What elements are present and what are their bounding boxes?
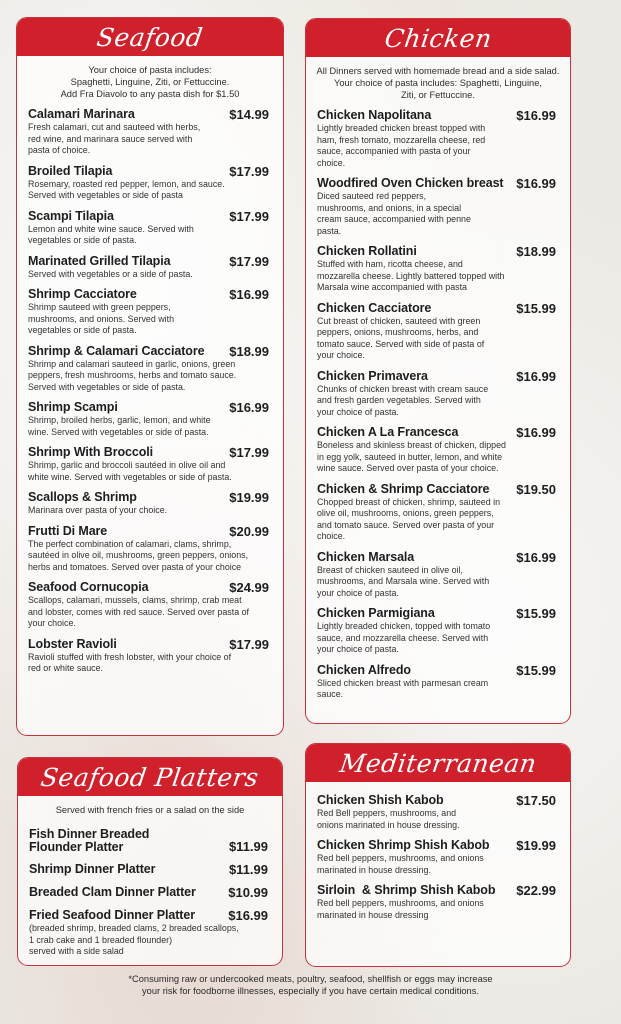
menu-item xyxy=(317,606,556,656)
item-name: Chicken & Shrimp Cacciatore xyxy=(317,481,490,496)
item-description: Red bell peppers, mushrooms, and onions marinated in house dressing xyxy=(317,898,484,920)
item-description xyxy=(29,923,268,958)
item-name: Chicken Cacciatore xyxy=(317,300,432,315)
item-description-line: served with a side salad xyxy=(29,946,124,956)
item-description: Fresh calamari, cut and sauteed with herbs, red wine, and marinara sauce served with pasta of choice. xyxy=(28,122,201,155)
menu-item xyxy=(317,838,556,876)
disclaimer-line: *Consuming raw or undercooked meats, poultry, seafood, shellfish or eggs may increase xyxy=(128,974,493,984)
item-price: $11.99 xyxy=(228,839,268,854)
item-price: $17.50 xyxy=(516,793,556,808)
item-description: Shrimp, broiled herbs, garlic, lemon, and white wine. Served with vegetables or side of pasta. xyxy=(28,415,211,437)
item-name-line: Flounder Platter xyxy=(29,840,124,854)
item-price: $18.99 xyxy=(229,343,269,359)
item-description: Red Bell peppers, mushrooms, and onions marinated in house dressing. xyxy=(317,808,460,830)
item-description-line: 1 crab cake and 1 breaded flounder) xyxy=(29,934,173,945)
menu-item xyxy=(28,637,269,675)
menu-item xyxy=(317,301,556,362)
item-name: Chicken Rollatini xyxy=(317,244,417,258)
menu-item xyxy=(317,176,556,237)
menu-item xyxy=(29,885,268,900)
menu-item xyxy=(28,254,269,281)
chicken-items xyxy=(306,108,570,701)
item-description: Lightly breaded chicken breast topped with ham, fresh tomato, mozzarella cheese, red sauce, accompanied with pasta of your choice. xyxy=(317,123,486,168)
item-name: Woodfired Oven Chicken breast xyxy=(317,176,504,190)
chicken-intro-line: Your choice of pasta includes: Spaghetti, Linguine, xyxy=(334,78,542,88)
menu-item xyxy=(317,482,556,543)
item-name: Chicken Napolitana xyxy=(317,108,432,122)
seafood-platters-header xyxy=(18,758,282,796)
item-price: $18.99 xyxy=(516,244,556,259)
seafood-intro-line: Add Fra Diavolo to any pasta dish for $1.50 xyxy=(60,89,240,99)
item-price: $16.99 xyxy=(516,425,556,440)
item-name: Lobster Ravioli xyxy=(28,636,117,651)
item-name: Shrimp Dinner Platter xyxy=(29,862,156,876)
item-description: Shrimp and calamari sauteed in garlic, onions, green peppers, fresh mushrooms, herbs and tomato sauce. Served with vegetables or side of pasta. xyxy=(28,358,237,392)
menu-item xyxy=(28,287,269,337)
item-price: $16.99 xyxy=(516,549,556,565)
menu-item xyxy=(317,244,556,294)
item-price: $20.99 xyxy=(229,523,269,539)
menu-item xyxy=(28,344,269,394)
menu-item xyxy=(317,550,556,600)
item-name: Chicken Primavera xyxy=(317,368,428,383)
mediterranean-title: Mediterranean xyxy=(337,748,539,778)
mediterranean-section xyxy=(305,743,571,967)
item-description: Diced sauteed red peppers, mushrooms, and onions, in a special cream sauce, accompanied with penne pasta. xyxy=(317,191,471,236)
seafood-intro xyxy=(17,56,283,100)
item-price: $17.99 xyxy=(229,636,269,652)
chicken-intro xyxy=(306,57,570,101)
seafood-platters-section xyxy=(17,757,283,966)
item-description: Boneless and skinless breast of chicken, dipped in egg yolk, sauteed in butter, lemon, and white wine sauce. Served over pasta of your choice. xyxy=(317,440,506,473)
item-price: $15.99 xyxy=(516,300,556,316)
item-price: $24.99 xyxy=(229,580,269,595)
menu-item xyxy=(29,908,268,958)
item-name: Chicken Shish Kabob xyxy=(317,793,444,807)
item-price: $19.50 xyxy=(516,481,556,497)
item-description: Shrimp, garlic and broccoli sautéed in olive oil and white wine. Served with vegetables or side of pasta. xyxy=(28,460,232,482)
chicken-intro-line: Ziti, or Fettuccine. xyxy=(401,90,475,100)
seafood-platters-items xyxy=(18,816,282,958)
item-price: $11.99 xyxy=(228,862,268,877)
item-description: Lemon and white wine sauce. Served with vegetables or side of pasta. xyxy=(28,223,194,245)
seafood-platters-title: Seafood Platters xyxy=(39,762,261,792)
item-description: Cut breast of chicken, sauteed with green peppers, onions, mushrooms, herbs, and tomato sauce. Served with side of pasta of your choice. xyxy=(317,315,485,360)
item-description: Chunks of chicken breast with cream sauce and fresh garden vegetables. Served with your choice of pasta. xyxy=(317,383,489,417)
item-name-line: Fish Dinner Breaded xyxy=(29,827,150,841)
item-name: Fried Seafood Dinner Platter xyxy=(29,908,195,922)
menu-item xyxy=(28,445,269,483)
item-description: Marinara over pasta of your choice. xyxy=(28,505,168,515)
menu-item xyxy=(317,793,556,831)
item-name: Shrimp Cacciatore xyxy=(28,287,137,301)
item-price: $14.99 xyxy=(229,107,269,122)
item-name: Scallops & Shrimp xyxy=(28,490,137,504)
menu-item xyxy=(317,369,556,419)
item-price: $16.99 xyxy=(229,287,269,302)
item-description: Served with vegetables or a side of pasta. xyxy=(28,268,193,279)
menu-item xyxy=(28,209,269,247)
item-description: Shrimp sauteed with green peppers, mushrooms, and onions. Served with vegetables or side of pasta. xyxy=(28,302,175,335)
chicken-title: Chicken xyxy=(382,23,494,53)
item-name: Chicken Marsala xyxy=(317,549,415,564)
seafood-platters-intro: Served with french fries or a salad on the side xyxy=(55,805,245,815)
seafood-section xyxy=(16,17,284,736)
menu-item xyxy=(28,400,269,438)
item-name: Chicken A La Francesca xyxy=(317,425,459,439)
foodborne-illness-disclaimer xyxy=(0,973,621,997)
mediterranean-header xyxy=(306,744,570,782)
item-price: $22.99 xyxy=(516,883,556,898)
item-name: Frutti Di Mare xyxy=(28,523,108,538)
item-price: $15.99 xyxy=(516,662,556,678)
seafood-title: Seafood xyxy=(95,22,205,52)
item-price: $10.99 xyxy=(228,885,268,900)
menu-item xyxy=(317,108,556,169)
item-name: Chicken Parmigiana xyxy=(317,606,435,620)
item-name: Shrimp & Calamari Cacciatore xyxy=(28,343,205,358)
item-description: Scallops, calamari, mussels, clams, shrimp, crab meat and lobster, comes with red sauce. Served over pasta of your choice. xyxy=(28,595,250,628)
item-name: Shrimp Scampi xyxy=(28,400,118,414)
chicken-intro-line: All Dinners served with homemade bread and a side salad. xyxy=(316,66,560,76)
item-price: $17.99 xyxy=(229,163,269,179)
item-price: $16.99 xyxy=(228,908,268,923)
seafood-header xyxy=(17,18,283,56)
disclaimer-line: your risk for foodborne illnesses, especially if you have certain medical conditions. xyxy=(142,986,479,996)
mediterranean-items xyxy=(306,782,570,921)
menu-item xyxy=(29,862,268,877)
item-price: $16.99 xyxy=(516,368,556,384)
item-price: $19.99 xyxy=(516,838,556,853)
item-name: Shrimp With Broccoli xyxy=(28,445,153,459)
item-description: Lightly breaded chicken, topped with tomato sauce, and mozzarella cheese. Served with your choice of pasta. xyxy=(317,621,491,654)
item-name: Broiled Tilapia xyxy=(28,163,113,178)
item-price: $17.99 xyxy=(229,445,269,460)
item-description: The perfect combination of calamari, clams, shrimp, sautéed in olive oil, mushrooms, green peppers, onions, herbs and tomatoes. Served over pasta of your choice xyxy=(28,538,249,572)
menu-item xyxy=(28,164,269,202)
menu-item xyxy=(28,524,269,574)
item-description: Breast of chicken sauteed in olive oil, mushrooms, and Marsala wine. Served with your choice of pasta. xyxy=(317,564,490,598)
menu-item xyxy=(317,425,556,475)
item-name: Sirloin & Shrimp Shish Kabob xyxy=(317,883,496,897)
item-price: $19.99 xyxy=(229,490,269,505)
item-description: Sliced chicken breast with parmesan cream sauce. xyxy=(317,677,489,699)
item-description: Stuffed with ham, ricotta cheese, and mozzarella cheese. Lightly battered topped with Marsala wine accompanied with pasta xyxy=(317,259,505,292)
item-price: $16.99 xyxy=(516,176,556,191)
item-price: $15.99 xyxy=(516,606,556,621)
menu-item xyxy=(28,580,269,630)
menu-item xyxy=(29,828,268,854)
chicken-header xyxy=(306,19,570,57)
item-price: $17.99 xyxy=(229,253,269,269)
seafood-items xyxy=(17,107,283,675)
item-name: Marinated Grilled Tilapia xyxy=(28,253,171,268)
menu-item xyxy=(28,490,269,517)
item-description-line: (breaded shrimp, breaded clams, 2 breaded scallops, xyxy=(29,923,239,933)
seafood-intro-line: Your choice of pasta includes: xyxy=(88,65,212,75)
menu-item xyxy=(317,663,556,701)
chicken-section xyxy=(305,18,571,724)
item-price: $16.99 xyxy=(516,108,556,123)
item-name: Calamari Marinara xyxy=(28,107,135,121)
seafood-intro-line: Spaghetti, Linguine, Ziti, or Fettuccine. xyxy=(70,77,230,87)
menu-item xyxy=(317,883,556,921)
item-name: Chicken Shrimp Shish Kabob xyxy=(317,838,490,852)
item-price: $17.99 xyxy=(229,208,269,224)
item-description: Chopped breast of chicken, shrimp, sauteed in olive oil, mushrooms, onions, green peppers, and tomato sauce. Served over pasta of your choice. xyxy=(317,496,501,541)
item-name: Breaded Clam Dinner Platter xyxy=(29,885,196,899)
item-name: Chicken Alfredo xyxy=(317,662,411,677)
item-description: Red bell peppers, mushrooms, and onions marinated in house dressing. xyxy=(317,853,484,875)
item-description: Ravioli stuffed with fresh lobster, with your choice of red or white sauce. xyxy=(28,651,232,673)
item-name xyxy=(29,828,149,854)
item-description: Rosemary, roasted red pepper, lemon, and sauce. Served with vegetables or side of pasta xyxy=(28,178,225,200)
item-price: $16.99 xyxy=(229,400,269,415)
item-name: Scampi Tilapia xyxy=(28,208,114,223)
item-name: Seafood Cornucopia xyxy=(28,580,149,594)
menu-item xyxy=(28,107,269,157)
